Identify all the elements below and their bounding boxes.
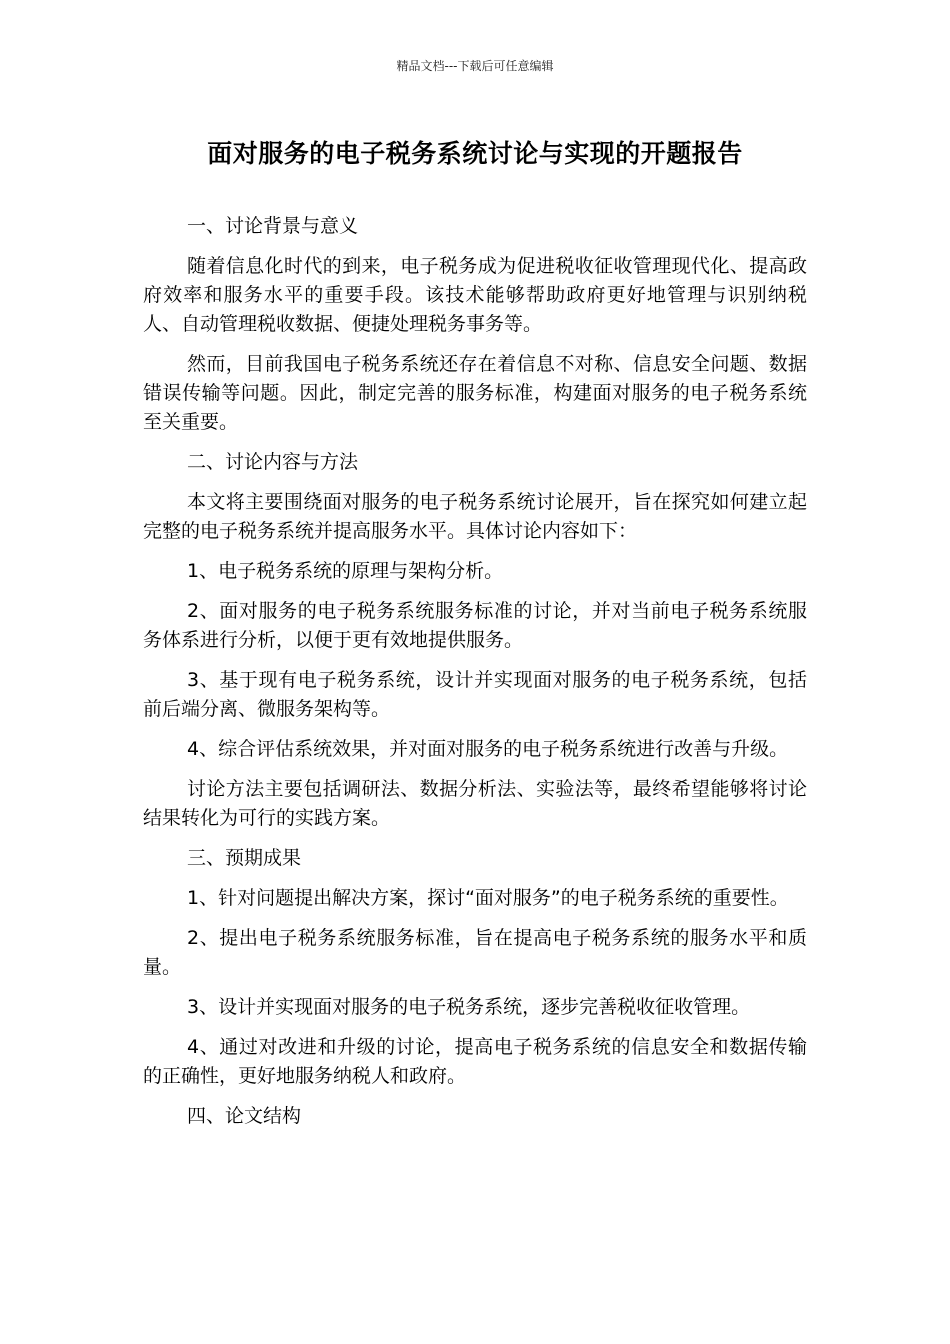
document-title: 面对服务的电子税务系统讨论与实现的开题报告 xyxy=(207,139,743,168)
section-heading-content-methods: 二、讨论内容与方法 xyxy=(187,451,359,473)
body-paragraph: 讨论方法主要包括调研法、数据分析法、实验法等，最终希望能够将讨论结果转化为可行的实践方案。 xyxy=(143,778,807,829)
body-paragraph: 随着信息化时代的到来，电子税务成为促进税收征收管理现代化、提高政府效率和服务水平的重要手段。该技术能够帮助政府更好地管理与识别纳税人、自动管理税收数据、便捷处理税务事务等。 xyxy=(143,255,807,335)
list-item: 3、基于现有电子税务系统，设计并实现面对服务的电子税务系统，包括前后端分离、微服务架构等。 xyxy=(143,669,807,720)
list-item: 4、通过对改进和升级的讨论，提高电子税务系统的信息安全和数据传输的正确性，更好地服务纳税人和政府。 xyxy=(143,1036,807,1087)
list-item: 2、面对服务的电子税务系统服务标准的讨论，并对当前电子税务系统服务体系进行分析，以便于更有效地提供服务。 xyxy=(143,600,807,651)
list-item: 4、综合评估系统效果，并对面对服务的电子税务系统进行改善与升级。 xyxy=(187,738,789,760)
list-item: 2、提出电子税务系统服务标准，旨在提高电子税务系统的服务水平和质量。 xyxy=(143,927,807,978)
section-heading-thesis-structure: 四、论文结构 xyxy=(187,1105,302,1127)
body-paragraph: 然而，目前我国电子税务系统还存在着信息不对称、信息安全问题、数据错误传输等问题。因此，制定完善的服务标准，构建面对服务的电子税务系统至关重要。 xyxy=(143,353,807,433)
section-heading-background: 一、讨论背景与意义 xyxy=(187,215,359,237)
list-item: 3、设计并实现面对服务的电子税务系统，逐步完善税收征收管理。 xyxy=(187,996,751,1018)
section-heading-expected-results: 三、预期成果 xyxy=(187,847,302,869)
list-item: 1、针对问题提出解决方案，探讨“面对服务”的电子税务系统的重要性。 xyxy=(187,887,789,909)
document-body xyxy=(143,212,807,1142)
list-item: 1、电子税务系统的原理与架构分析。 xyxy=(187,560,504,582)
page-header-watermark: 精品文档---下载后可任意编辑 xyxy=(396,59,554,73)
body-paragraph: 本文将主要围绕面对服务的电子税务系统讨论展开，旨在探究如何建立起完整的电子税务系统并提高服务水平。具体讨论内容如下： xyxy=(143,491,807,542)
